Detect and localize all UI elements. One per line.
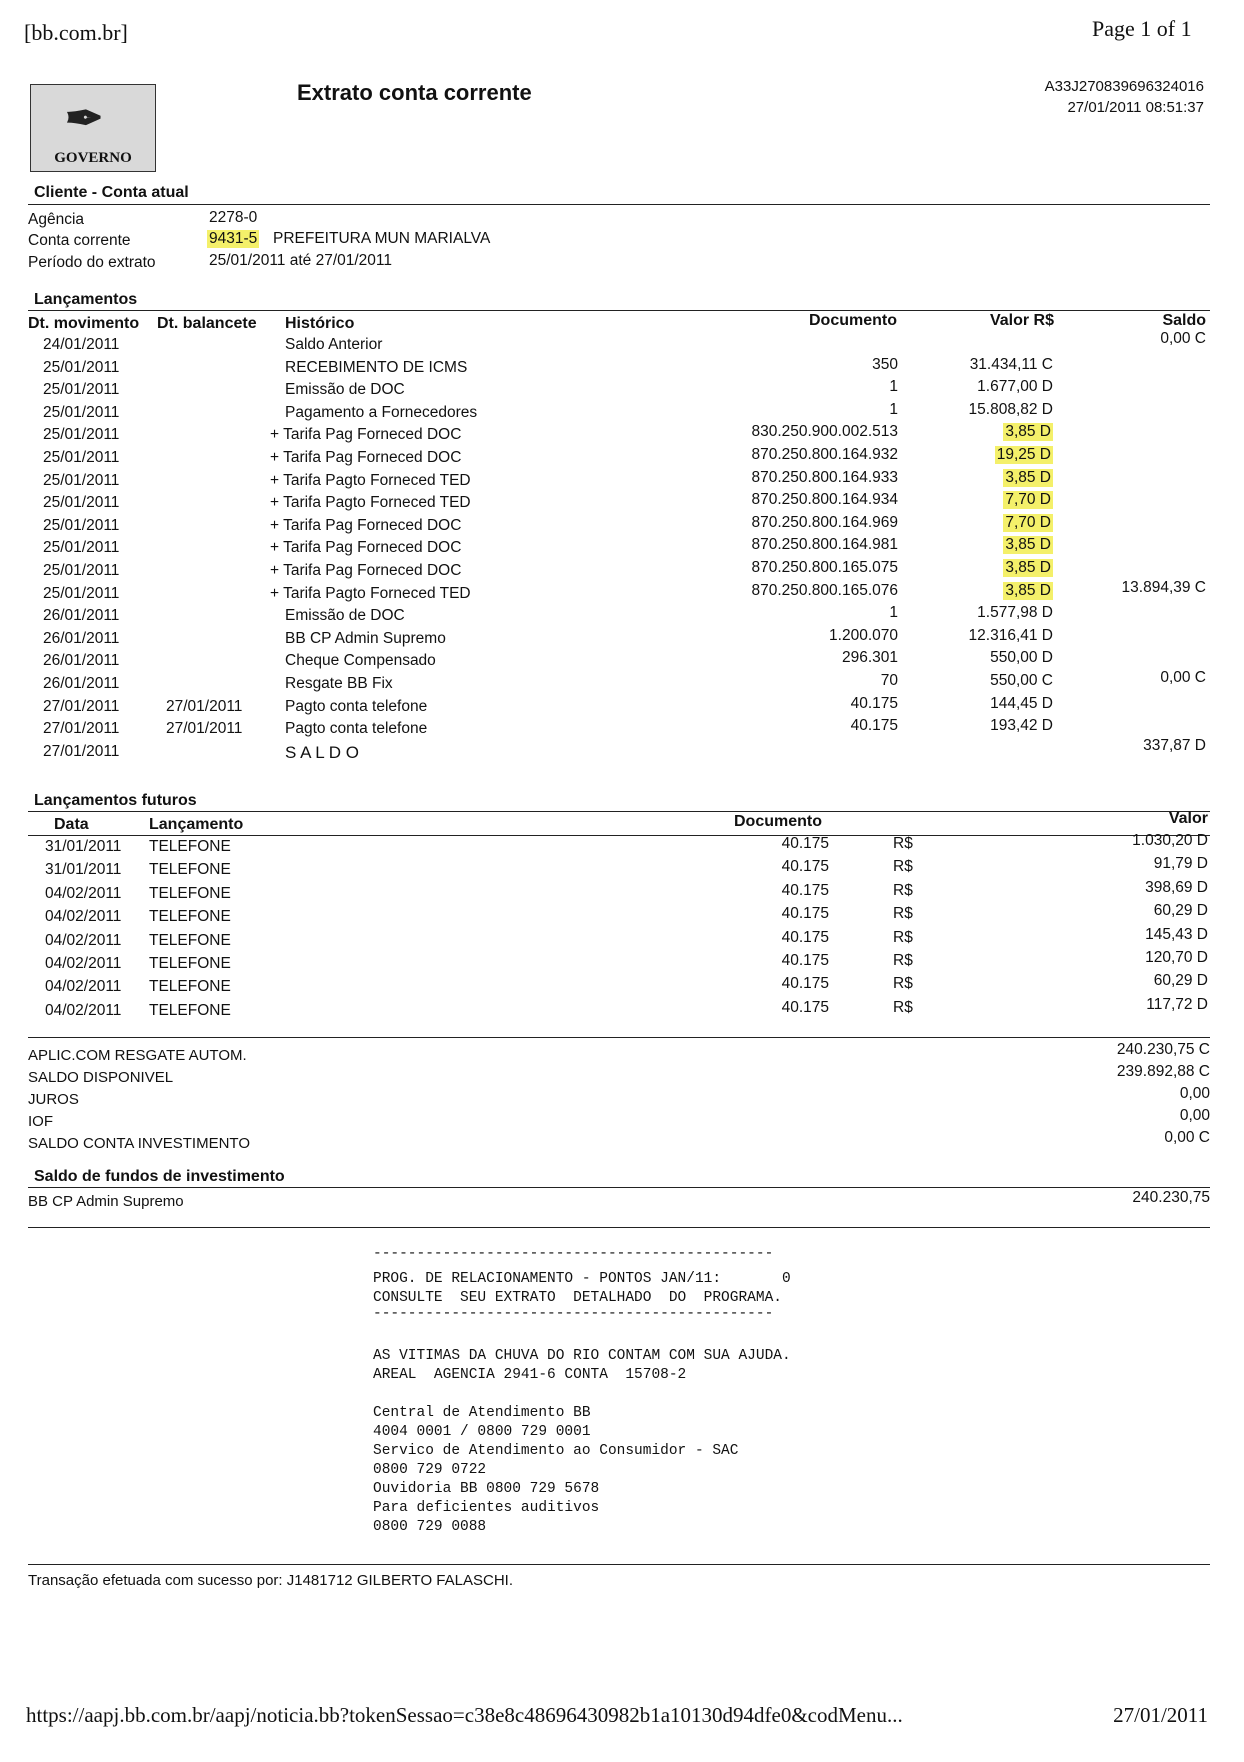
summary-value: 0,00 (1179, 1085, 1210, 1102)
col-saldo: Saldo (1162, 312, 1206, 329)
data-cell: 04/02/2011 (45, 931, 122, 949)
table-row (0, 972, 1244, 1000)
valor-cell: 15.808,82 D (968, 400, 1053, 418)
documento-cell: 870.250.800.164.932 (751, 446, 898, 463)
summary-row (0, 1041, 1244, 1069)
table-row (0, 536, 1244, 561)
historico-cell: + Tarifa Pagto Forneced TED (270, 584, 471, 602)
prog-line-1: PROG. DE RELACIONAMENTO - PONTOS JAN/11: 0 (373, 1271, 791, 1287)
saldo-cell: 0,00 C (1160, 669, 1206, 686)
summary-row (0, 1107, 1244, 1135)
col-dt-movimento: Dt. movimento (28, 315, 140, 332)
central-line: Para deficientes auditivos (373, 1500, 600, 1516)
bb-logo-icon: ✒ (65, 92, 104, 144)
divider (28, 1187, 1210, 1188)
moeda-cell: R$ (893, 928, 913, 946)
historico-cell: + Tarifa Pagto Forneced TED (270, 494, 471, 512)
chuva-line-2: AREAL AGENCIA 2941-6 CONTA 15708-2 (373, 1367, 687, 1383)
lancamento-cell: TELEFONE (149, 838, 231, 855)
lancamento-cell: TELEFONE (149, 908, 231, 926)
dt-movimento-cell: 27/01/2011 (43, 697, 120, 715)
table-row (0, 878, 1244, 907)
table-row (0, 717, 1244, 742)
col-historico: Histórico (285, 315, 355, 332)
central-line: 0800 729 0088 (373, 1519, 487, 1535)
table-row (0, 513, 1244, 539)
documento-cell: 40.175 (781, 998, 829, 1016)
central-line: Central de Atendimento BB (373, 1405, 591, 1421)
dt-movimento-cell: 25/01/2011 (43, 426, 120, 444)
documento-cell: 1 (889, 378, 898, 396)
historico-cell: + Tarifa Pag Forneced DOC (270, 562, 462, 579)
central-line: Servico de Atendimento ao Consumidor - SAC (373, 1443, 739, 1459)
agencia-value: 2278-0 (209, 209, 258, 226)
agencia-label: Agência (28, 211, 85, 228)
valor-cell: 550,00 D (990, 649, 1053, 667)
table-row (0, 626, 1244, 652)
table-row (0, 355, 1244, 381)
dt-movimento-cell: 25/01/2011 (43, 358, 120, 376)
table-row (0, 694, 1244, 720)
summary-row (0, 1063, 1244, 1091)
documento-cell: 40.175 (781, 905, 829, 923)
documento-cell: 40.175 (781, 952, 829, 969)
summary-label: SALDO DISPONIVEL (28, 1069, 174, 1086)
prog-line-2: CONSULTE SEU EXTRATO DETALHADO DO PROGRAMA. (373, 1290, 782, 1306)
summary-label: SALDO CONTA INVESTIMENTO (28, 1135, 250, 1152)
periodo-label: Período do extrato (28, 254, 156, 271)
page-indicator: Page 1 of 1 (1092, 16, 1192, 41)
data-cell: 04/02/2011 (45, 978, 122, 996)
summary-row (0, 1129, 1244, 1157)
conta-label: Conta corrente (28, 232, 131, 249)
historico-cell: + Tarifa Pag Forneced DOC (270, 539, 462, 557)
valor-cell: 7,70 D (1005, 491, 1051, 509)
data-cell: 04/02/2011 (45, 908, 122, 926)
documento-cell: 1 (889, 400, 898, 418)
historico-cell: Emissão de DOC (285, 607, 405, 625)
moeda-cell: R$ (893, 998, 913, 1016)
documento-cell: 870.250.800.165.075 (751, 559, 898, 576)
moeda-cell: R$ (893, 858, 913, 876)
historico-cell: BB CP Admin Supremo (285, 629, 446, 647)
summary-value: 240.230,75 C (1116, 1041, 1210, 1058)
valor-cell: 3,85 D (1005, 468, 1051, 486)
valor-cell: 31.434,11 C (969, 355, 1053, 373)
historico-cell: Pagamento a Fornecedores (285, 403, 478, 421)
table-row (0, 902, 1244, 930)
documento-cell: 870.250.800.164.933 (751, 468, 898, 486)
table-row (0, 378, 1244, 403)
summary-value: 239.892,88 C (1116, 1063, 1210, 1080)
col-documento-futuro: Documento (734, 813, 822, 830)
data-cell: 31/01/2011 (45, 861, 122, 879)
historico-cell: Pagto conta telefone (285, 697, 428, 715)
summary-label: APLIC.COM RESGATE AUTOM. (28, 1047, 247, 1064)
dt-movimento-cell: 25/01/2011 (43, 403, 120, 421)
documento-cell: 830.250.900.002.513 (751, 423, 898, 441)
col-valor-futuro: Valor (1168, 810, 1208, 827)
divider (28, 811, 1210, 812)
lancamento-cell: TELEFONE (149, 1001, 231, 1019)
documento-cell: 40.175 (850, 694, 898, 712)
valor-cell: 3,85 D (1005, 581, 1051, 599)
dt-movimento-cell: 25/01/2011 (43, 539, 120, 557)
lancamentos-heading: Lançamentos (34, 291, 138, 308)
dt-movimento-cell: 25/01/2011 (43, 449, 120, 466)
table-row (0, 400, 1244, 426)
moeda-cell: R$ (893, 905, 913, 923)
divider (28, 1227, 1210, 1228)
futuros-heading: Lançamentos futuros (34, 792, 197, 809)
table-row (0, 995, 1244, 1024)
footer-url: https://aapj.bb.com.br/aapj/noticia.bb?tokenSessao=c38e8c48696430982b1a10130d94dfe0&codMenu... (26, 1703, 903, 1727)
col-dt-balancete: Dt. balancete (157, 315, 257, 332)
dt-movimento-cell: 25/01/2011 (43, 584, 120, 602)
valor-cell: 3,85 D (1005, 559, 1051, 576)
valor-cell: 19,25 D (996, 446, 1051, 463)
valor-cell: 117,72 D (1146, 995, 1208, 1013)
historico-cell: S A L D O (285, 742, 360, 762)
historico-cell: + Tarifa Pag Forneced DOC (270, 449, 462, 466)
valor-cell: 120,70 D (1145, 949, 1208, 966)
dt-balancete-cell: 27/01/2011 (166, 697, 243, 715)
valor-cell: 3,85 D (1005, 423, 1051, 441)
historico-cell: Cheque Compensado (285, 652, 436, 670)
client-heading: Cliente - Conta atual (34, 184, 189, 201)
table-row (0, 330, 1244, 358)
documento-cell: 70 (880, 672, 898, 689)
documento-cell: 350 (872, 355, 898, 373)
fundo-nome: BB CP Admin Supremo (28, 1193, 184, 1210)
moeda-cell: R$ (893, 835, 913, 852)
logo-text: GOVERNO (54, 150, 132, 166)
table-row (0, 832, 1244, 860)
dt-movimento-cell: 25/01/2011 (43, 562, 120, 579)
divider (28, 310, 1210, 311)
documento-cell: 40.175 (781, 928, 829, 946)
dt-movimento-cell: 24/01/2011 (43, 336, 120, 353)
lancamento-cell: TELEFONE (149, 978, 231, 996)
moeda-cell: R$ (893, 952, 913, 969)
lancamento-cell: TELEFONE (149, 861, 231, 879)
lancamento-cell: TELEFONE (149, 931, 231, 949)
documento-cell: 1.200.070 (829, 626, 898, 644)
historico-cell: RECEBIMENTO DE ICMS (285, 358, 468, 376)
separator-line: ---------------------------------------------- (373, 1246, 774, 1262)
central-line: Ouvidoria BB 0800 729 5678 (373, 1481, 600, 1497)
moeda-cell: R$ (893, 975, 913, 993)
dt-balancete-cell: 27/01/2011 (166, 720, 243, 738)
moeda-cell: R$ (893, 881, 913, 899)
transacao-text: Transação efetuada com sucesso por: J1481712 GILBERTO FALASCHI. (28, 1572, 513, 1589)
documento-cell: 40.175 (781, 881, 829, 899)
valor-cell: 1.030,20 D (1132, 832, 1208, 849)
historico-cell: + Tarifa Pag Forneced DOC (270, 426, 462, 444)
footer-date: 27/01/2011 (1113, 1703, 1208, 1727)
col-lancamento: Lançamento (149, 816, 244, 833)
separator-line: ---------------------------------------------- (373, 1306, 774, 1322)
saldo-cell: 0,00 C (1160, 330, 1206, 347)
valor-cell: 1.577,98 D (977, 604, 1053, 622)
valor-cell: 60,29 D (1153, 972, 1208, 990)
valor-cell: 3,85 D (1005, 536, 1051, 554)
historico-cell: Resgate BB Fix (285, 675, 393, 692)
data-cell: 04/02/2011 (45, 1001, 122, 1019)
documento-cell: 870.250.800.164.934 (751, 491, 898, 509)
historico-cell: Emissão de DOC (285, 381, 405, 399)
historico-cell: Pagto conta telefone (285, 720, 428, 738)
historico-cell: + Tarifa Pagto Forneced TED (270, 471, 471, 489)
document-datetime: 27/01/2011 08:51:37 (1067, 99, 1204, 116)
data-cell: 04/02/2011 (45, 955, 122, 972)
table-row (0, 491, 1244, 516)
valor-cell: 12.316,41 D (968, 626, 1053, 644)
saldo-cell: 13.894,39 C (1121, 578, 1206, 596)
divider (28, 204, 1210, 205)
table-row (0, 559, 1244, 584)
lancamento-cell: TELEFONE (149, 955, 231, 972)
col-documento: Documento (809, 312, 897, 329)
summary-row (0, 1085, 1244, 1113)
documento-cell: 870.250.800.164.981 (751, 536, 898, 554)
dt-movimento-cell: 26/01/2011 (43, 629, 120, 647)
bank-logo (30, 84, 156, 172)
document-code: A33J270839696324016 (1044, 78, 1204, 95)
dt-movimento-cell: 27/01/2011 (43, 742, 120, 760)
dt-movimento-cell: 26/01/2011 (43, 675, 120, 692)
table-row (0, 855, 1244, 883)
table-row (0, 669, 1244, 697)
summary-value: 0,00 C (1164, 1129, 1210, 1146)
divider (28, 1037, 1210, 1038)
col-valor: Valor R$ (989, 312, 1054, 329)
saldo-cell: 337,87 D (1143, 736, 1206, 754)
central-line: 0800 729 0722 (373, 1462, 487, 1478)
documento-cell: 40.175 (781, 858, 829, 876)
historico-cell: + Tarifa Pag Forneced DOC (270, 516, 462, 534)
dt-movimento-cell: 25/01/2011 (43, 494, 120, 512)
fundo-valor: 240.230,75 (1132, 1189, 1210, 1206)
site-label: [bb.com.br] (24, 20, 128, 45)
dt-movimento-cell: 26/01/2011 (43, 607, 120, 625)
historico-cell: Saldo Anterior (285, 336, 383, 353)
table-row (0, 925, 1244, 954)
divider (28, 835, 1210, 836)
data-cell: 31/01/2011 (45, 838, 122, 855)
valor-cell: 144,45 D (990, 694, 1053, 712)
summary-label: JUROS (28, 1091, 79, 1108)
col-data: Data (54, 816, 89, 833)
table-row (0, 423, 1244, 448)
page-title: Extrato conta corrente (297, 80, 532, 105)
table-row (0, 736, 1244, 765)
fundos-heading: Saldo de fundos de investimento (34, 1168, 285, 1185)
documento-cell: 40.175 (781, 975, 829, 993)
lancamento-cell: TELEFONE (149, 884, 231, 902)
documento-cell: 1 (889, 604, 898, 622)
documento-cell: 870.250.800.164.969 (751, 513, 898, 531)
dt-movimento-cell: 25/01/2011 (43, 381, 120, 399)
documento-cell: 296.301 (841, 649, 898, 667)
valor-cell: 145,43 D (1145, 925, 1208, 943)
valor-cell: 7,70 D (1005, 513, 1051, 531)
chuva-line-1: AS VITIMAS DA CHUVA DO RIO CONTAM COM SUA AJUDA. (373, 1348, 791, 1364)
dt-movimento-cell: 25/01/2011 (43, 516, 120, 534)
data-cell: 04/02/2011 (45, 884, 122, 902)
central-line: 4004 0001 / 0800 729 0001 (373, 1424, 591, 1440)
titular-value: PREFEITURA MUN MARIALVA (273, 230, 491, 247)
conta-value: 9431-5 (209, 230, 258, 247)
valor-cell: 398,69 D (1145, 878, 1208, 896)
table-row (0, 649, 1244, 674)
dt-movimento-cell: 26/01/2011 (43, 652, 120, 670)
periodo-value: 25/01/2011 até 27/01/2011 (209, 252, 393, 269)
table-row (0, 578, 1244, 607)
table-row (0, 949, 1244, 977)
valor-cell: 60,29 D (1153, 902, 1208, 920)
documento-cell: 870.250.800.165.076 (751, 581, 898, 599)
divider (28, 1564, 1210, 1565)
summary-label: IOF (28, 1113, 53, 1130)
valor-cell: 91,79 D (1153, 855, 1208, 873)
table-row (0, 604, 1244, 629)
table-row (0, 446, 1244, 471)
documento-cell: 40.175 (781, 835, 829, 852)
valor-cell: 1.677,00 D (977, 378, 1053, 396)
valor-cell: 193,42 D (990, 717, 1053, 735)
dt-movimento-cell: 27/01/2011 (43, 720, 120, 738)
valor-cell: 550,00 C (990, 672, 1053, 689)
summary-value: 0,00 (1179, 1107, 1210, 1124)
dt-movimento-cell: 25/01/2011 (43, 471, 120, 489)
documento-cell: 40.175 (850, 717, 898, 735)
table-row (0, 468, 1244, 494)
